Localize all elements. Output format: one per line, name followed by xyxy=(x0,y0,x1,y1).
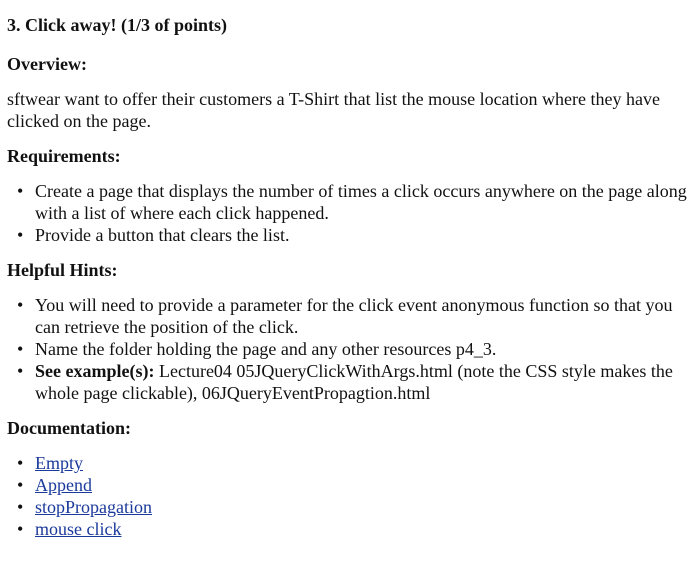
overview-text: sftwear want to offer their customers a T-Shirt that list the mouse location where they have clicked on the page. xyxy=(7,89,660,131)
documentation-list xyxy=(7,452,692,540)
requirements-list xyxy=(7,180,692,246)
stop-propagation-link[interactable]: stopPropagation xyxy=(35,497,152,517)
overview-heading: Overview: xyxy=(7,54,87,74)
doc-list-item xyxy=(7,474,692,496)
requirement-item: • Provide a button that clears the list. xyxy=(7,224,692,246)
example-label: See example(s): xyxy=(35,361,155,381)
hints-list xyxy=(7,294,692,404)
doc-list-item xyxy=(7,452,692,474)
append-link[interactable]: Append xyxy=(35,475,92,495)
example-text: Lecture04 05JQueryClickWithArgs.html (note the CSS style makes the whole page clickable), 06JQueryEventPropagtion.html xyxy=(35,361,673,403)
hint-item-examples xyxy=(7,360,692,404)
page-title: 3. Click away! (1/3 of points) xyxy=(7,15,227,35)
empty-link[interactable]: Empty xyxy=(35,453,83,473)
doc-list-item xyxy=(7,518,692,540)
hint-item: • Name the folder holding the page and any other resources p4_3. xyxy=(7,338,692,360)
requirements-heading: Requirements: xyxy=(7,146,121,166)
hints-heading: Helpful Hints: xyxy=(7,260,118,280)
hint-item: • You will need to provide a parameter for the click event anonymous function so that you can retrieve the position of the click. xyxy=(7,294,692,338)
documentation-heading: Documentation: xyxy=(7,418,131,438)
requirement-item: • Create a page that displays the number of times a click occurs anywhere on the page along with a list of where each click happened. xyxy=(7,180,692,224)
doc-list-item xyxy=(7,496,692,518)
mouse-click-link[interactable]: mouse click xyxy=(35,519,122,539)
